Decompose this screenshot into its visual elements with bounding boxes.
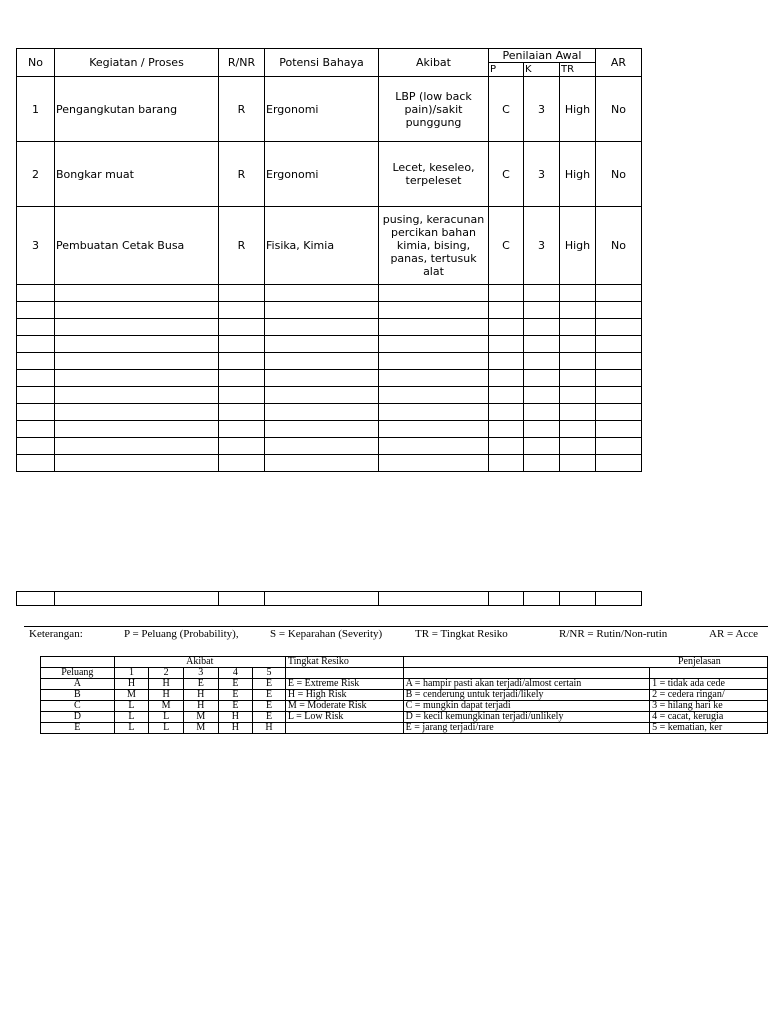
matrix-cell: E [218, 690, 253, 701]
matrix-cell: H [218, 712, 253, 723]
cell-rnr: R [219, 77, 265, 142]
matrix-penjelasan-header: Penjelasan [403, 657, 767, 668]
matrix-penjelasan-akibat: 4 = cacat, kerugia [650, 712, 768, 723]
matrix-penjelasan-peluang: C = mungkin dapat terjadi [403, 701, 649, 712]
empty-table-row [17, 455, 642, 472]
matrix-row [41, 712, 768, 723]
header-akibat: Akibat [379, 49, 489, 77]
matrix-cell: L [114, 723, 149, 734]
empty-row-table [16, 591, 642, 606]
matrix-peluang-label: D [41, 712, 115, 723]
matrix-cell: E [218, 701, 253, 712]
empty-table-row [17, 370, 642, 387]
legend-keterangan: Keterangan: [29, 628, 83, 640]
empty-table-row [17, 285, 642, 302]
legend-ar-def: AR = Acce [709, 628, 758, 640]
header-ar: AR [596, 49, 642, 77]
legend-tr-def: TR = Tingkat Resiko [415, 628, 508, 640]
matrix-row [41, 701, 768, 712]
matrix-cell: E [218, 679, 253, 690]
cell-potensi: Ergonomi [265, 142, 379, 207]
cell-akibat: pusing, keracunan percikan bahan kimia, bising, panas, tertusuk alat [379, 207, 489, 285]
matrix-cell: M [114, 690, 149, 701]
cell-k: 3 [524, 142, 560, 207]
empty-table-row [17, 336, 642, 353]
legend-line [29, 628, 768, 640]
matrix-col-header: 1 [114, 668, 149, 679]
matrix-tingkat-cell: L = Low Risk [285, 712, 403, 723]
empty-table-row [17, 353, 642, 370]
matrix-penjelasan-peluang: D = kecil kemungkinan terjadi/unlikely [403, 712, 649, 723]
matrix-peluang-label: B [41, 690, 115, 701]
matrix-cell: E [253, 701, 286, 712]
matrix-row [41, 679, 768, 690]
matrix-penjelasan-peluang: E = jarang terjadi/rare [403, 723, 649, 734]
matrix-tingkat-cell [285, 723, 403, 734]
matrix-cell: E [183, 679, 218, 690]
cell-k: 3 [524, 77, 560, 142]
legend-divider [24, 626, 768, 627]
matrix-cell: E [253, 679, 286, 690]
table-row [17, 207, 642, 285]
cell-rnr: R [219, 142, 265, 207]
matrix-col-header: 3 [183, 668, 218, 679]
legend-peluang-def: P = Peluang (Probability), [124, 628, 239, 640]
cell-tr: High [560, 77, 596, 142]
legend-severity-def: S = Keparahan (Severity) [270, 628, 383, 640]
cell-potensi: Fisika, Kimia [265, 207, 379, 285]
matrix-cell: H [253, 723, 286, 734]
matrix-cell: H [149, 690, 184, 701]
empty-table-row [17, 302, 642, 319]
empty-table-row [17, 319, 642, 336]
matrix-row [41, 723, 768, 734]
matrix-cell: H [218, 723, 253, 734]
matrix-tingkat-cell: E = Extreme Risk [285, 679, 403, 690]
header-penilaian-awal: Penilaian Awal [489, 49, 596, 63]
matrix-tingkat-cell: H = High Risk [285, 690, 403, 701]
empty-table-row [17, 404, 642, 421]
matrix-peluang-label: A [41, 679, 115, 690]
table-row [17, 77, 642, 142]
matrix-col-header: 5 [253, 668, 286, 679]
matrix-row [41, 690, 768, 701]
matrix-col-header: 4 [218, 668, 253, 679]
matrix-penjelasan-akibat: 3 = hilang hari ke [650, 701, 768, 712]
matrix-penjelasan-peluang: B = cenderung untuk terjadi/likely [403, 690, 649, 701]
table-row [17, 142, 642, 207]
matrix-cell: H [183, 690, 218, 701]
matrix-cell: H [183, 701, 218, 712]
matrix-cell: L [149, 712, 184, 723]
cell-rnr: R [219, 207, 265, 285]
matrix-penjelasan-peluang: A = hampir pasti akan terjadi/almost certain [403, 679, 649, 690]
risk-matrix-table [40, 656, 768, 734]
matrix-cell: L [149, 723, 184, 734]
matrix-akibat-header: Akibat [114, 657, 285, 668]
cell-ar: No [596, 77, 642, 142]
matrix-penjelasan-akibat: 5 = kematian, ker [650, 723, 768, 734]
header-k: K [524, 63, 560, 77]
cell-kegiatan: Pembuatan Cetak Busa [55, 207, 219, 285]
cell-akibat: Lecet, keseleo, terpeleset [379, 142, 489, 207]
cell-k: 3 [524, 207, 560, 285]
empty-table-row [17, 387, 642, 404]
matrix-peluang-label: E [41, 723, 115, 734]
header-p: P [489, 63, 524, 77]
matrix-cell: E [253, 712, 286, 723]
matrix-peluang-header: Peluang [41, 668, 115, 679]
cell-tr: High [560, 142, 596, 207]
cell-p: C [489, 142, 524, 207]
cell-no: 1 [17, 77, 55, 142]
matrix-cell: E [253, 690, 286, 701]
header-no: No [17, 49, 55, 77]
cell-p: C [489, 77, 524, 142]
matrix-penjelasan-akibat: 2 = cedera ringan/ [650, 690, 768, 701]
cell-no: 3 [17, 207, 55, 285]
cell-akibat: LBP (low back pain)/sakit punggung [379, 77, 489, 142]
cell-tr: High [560, 207, 596, 285]
legend-rnr-def: R/NR = Rutin/Non-rutin [559, 628, 668, 640]
matrix-cell: L [114, 701, 149, 712]
matrix-tingkat-header: Tingkat Resiko [285, 657, 403, 668]
matrix-cell: H [149, 679, 184, 690]
header-kegiatan: Kegiatan / Proses [55, 49, 219, 77]
empty-table-row [17, 438, 642, 455]
matrix-penjelasan-akibat: 1 = tidak ada cede [650, 679, 768, 690]
cell-ar: No [596, 142, 642, 207]
header-tr: TR [560, 63, 596, 77]
matrix-tingkat-cell: M = Moderate Risk [285, 701, 403, 712]
matrix-cell: L [114, 712, 149, 723]
cell-kegiatan: Pengangkutan barang [55, 77, 219, 142]
cell-no: 2 [17, 142, 55, 207]
matrix-col-header: 2 [149, 668, 184, 679]
header-potensi: Potensi Bahaya [265, 49, 379, 77]
cell-p: C [489, 207, 524, 285]
risk-table [16, 48, 642, 472]
cell-ar: No [596, 207, 642, 285]
cell-kegiatan: Bongkar muat [55, 142, 219, 207]
matrix-cell: M [183, 723, 218, 734]
matrix-cell: H [114, 679, 149, 690]
empty-table-row [17, 421, 642, 438]
header-rnr: R/NR [219, 49, 265, 77]
matrix-cell: M [149, 701, 184, 712]
risk-matrix [40, 656, 768, 746]
matrix-peluang-label: C [41, 701, 115, 712]
cell-potensi: Ergonomi [265, 77, 379, 142]
matrix-cell: M [183, 712, 218, 723]
empty-table-row [17, 592, 642, 606]
